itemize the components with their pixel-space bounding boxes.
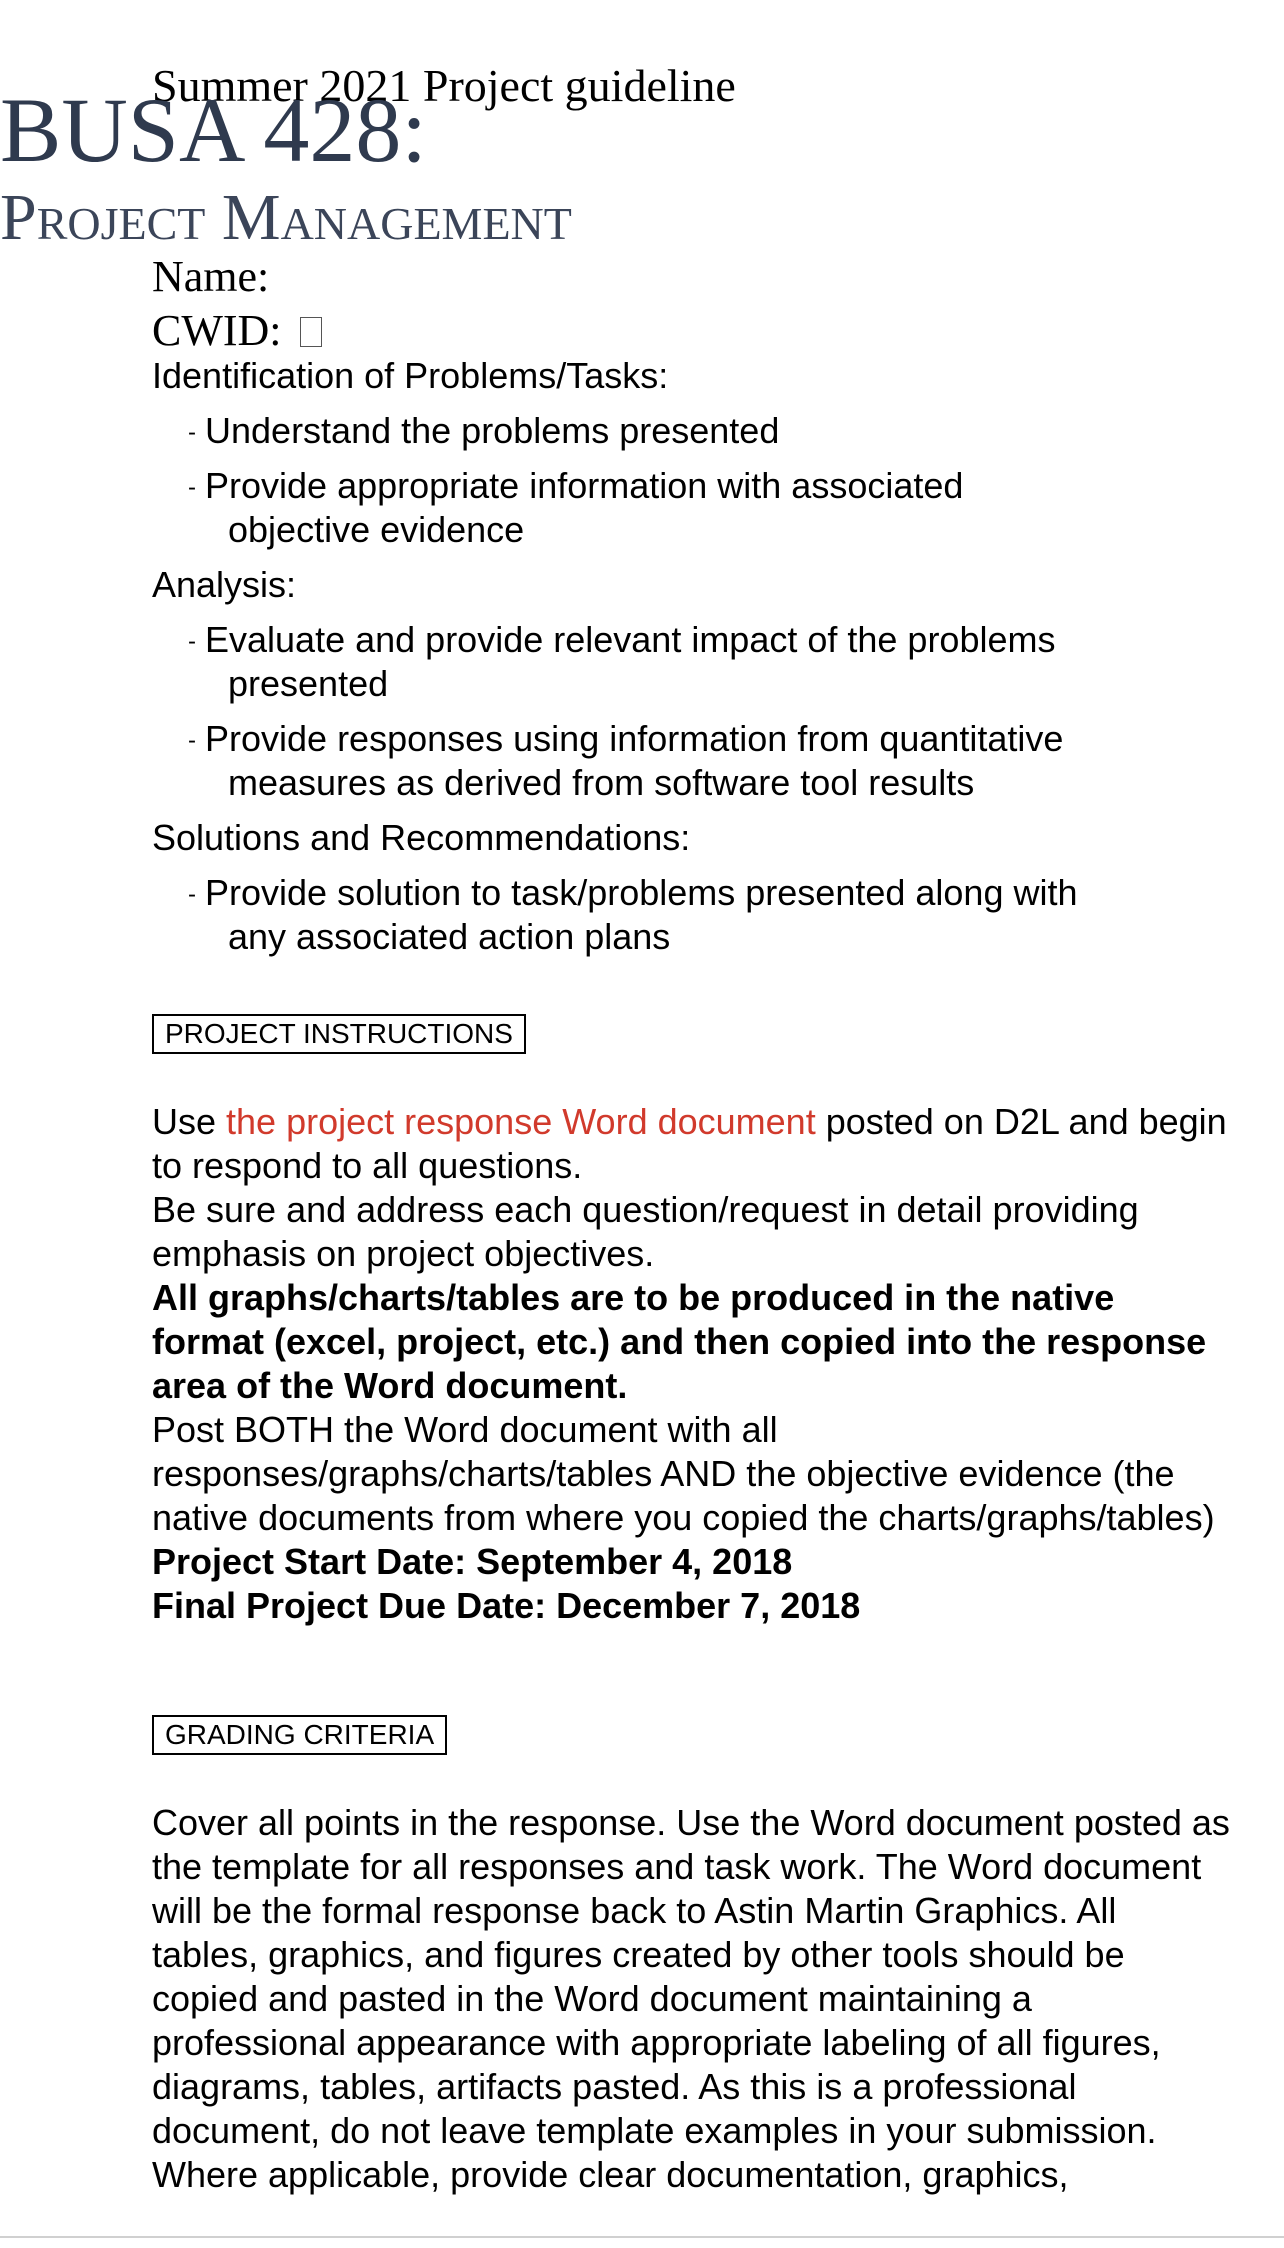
bullet-text-continued: measures as derived from software tool results — [228, 762, 975, 803]
cwid-field — [152, 304, 322, 358]
identification-heading: Identification of Problems/Tasks: — [152, 355, 669, 396]
name-label: Name: — [152, 252, 270, 301]
bullet-text-continued: presented — [228, 663, 389, 704]
bullet-text: Provide solution to task/problems presented along with — [205, 872, 1078, 913]
cwid-label: CWID: — [152, 306, 282, 355]
bullet-text: Provide appropriate information with associated — [205, 465, 964, 506]
analysis-heading: Analysis: — [152, 564, 297, 605]
list-item — [152, 717, 1212, 805]
project-response-document-link[interactable]: the project response Word document — [226, 1101, 816, 1142]
grading-cutoff-line: Where applicable, provide clear documentation, graphics, — [152, 2154, 1069, 2195]
document-subtitle: Summer 2021 Project guideline — [152, 60, 736, 111]
list-item — [152, 464, 1212, 552]
grading-criteria-label: GRADING CRITERIA — [152, 1715, 447, 1755]
list-item — [152, 618, 1212, 706]
dash-bullet: - — [188, 474, 196, 501]
course-code-title: BUSA 428: — [0, 79, 427, 181]
dash-bullet: - — [188, 628, 196, 655]
project-start-date: Project Start Date: September 4, 2018 — [152, 1541, 793, 1582]
instructions-body — [152, 1100, 1232, 1628]
bullet-text: Provide responses using information from quantitative — [205, 718, 1064, 759]
use-prefix: Use — [152, 1101, 227, 1142]
use-document-paragraph — [152, 1100, 1232, 1188]
grading-body — [152, 1801, 1232, 2197]
list-item — [152, 871, 1212, 959]
dash-bullet: - — [188, 881, 196, 908]
requirements-outline — [152, 354, 1212, 970]
list-item — [152, 409, 1212, 453]
course-name-title: Project Management — [0, 181, 572, 254]
project-instructions-label: PROJECT INSTRUCTIONS — [152, 1014, 526, 1054]
page-bottom-divider — [0, 2236, 1284, 2238]
post-both-paragraph: Post BOTH the Word document with all responses/graphs/charts/tables AND the objective evidence (the native documents from where you copied the charts/graphs/tables) — [152, 1409, 1215, 1538]
bullet-text: Evaluate and provide relevant impact of the problems — [205, 619, 1056, 660]
name-field — [152, 250, 269, 304]
bullet-text-continued: objective evidence — [228, 509, 525, 550]
bullet-text: Understand the problems presented — [205, 410, 780, 451]
grading-paragraph: Cover all points in the response. Use the Word document posted as the template for all responses and task work. The Word document will be the formal response back to Astin Martin Graphics. All tables, graphics, and figures created by other tools should be copied and pasted in the Word document maintaining a professional appearance with appropriate labeling of all figures, diagrams, tables, artifacts pasted. As this is a professional document, do not leave template examples in your submission. — [152, 1802, 1230, 2151]
graphs-requirement-paragraph: All graphs/charts/tables are to be produced in the native format (excel, project, etc.) and then copied into the response area of the Word document. — [152, 1277, 1207, 1406]
use-suffix: posted on D2L and begin to respond to all questions. — [152, 1101, 1227, 1186]
solutions-heading: Solutions and Recommendations: — [152, 817, 691, 858]
dash-bullet: - — [188, 419, 196, 446]
dash-bullet: - — [188, 727, 196, 754]
address-paragraph: Be sure and address each question/request in detail providing emphasis on project objectives. — [152, 1189, 1139, 1274]
cwid-checkbox[interactable] — [300, 317, 322, 347]
project-due-date: Final Project Due Date: December 7, 2018 — [152, 1585, 861, 1626]
bullet-text-continued: any associated action plans — [228, 916, 671, 957]
